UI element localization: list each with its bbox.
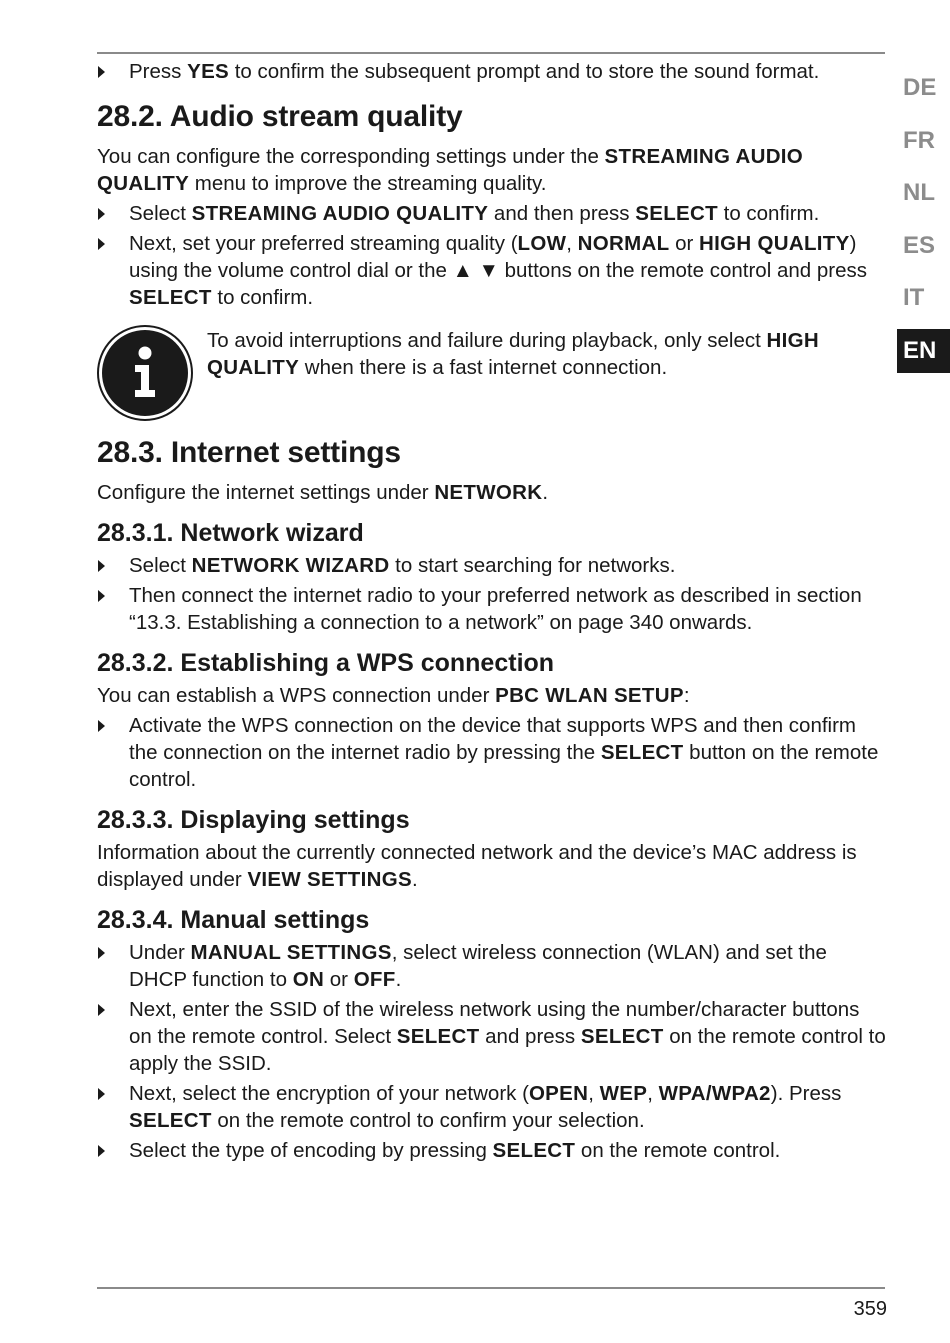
triangle-bullet-icon [98,947,105,959]
page-number: 359 [853,1298,887,1320]
lang-tab-fr[interactable]: FR [903,126,935,154]
triangle-bullet-icon [98,1145,105,1157]
lang-tab-nl[interactable]: NL [903,179,935,206]
step-confirm-yes: Press YES to confirm the subsequent prompt and to store the sound format. [97,58,887,85]
heading-displaying-settings: 28.3.3. Displaying settings [97,806,410,834]
top-rule [97,52,885,54]
step-enter-ssid: Next, enter the SSID of the wireless network using the number/character buttons on the remote control. Select SELECT and press SELECT on the remote control to apply the SSID. [97,996,887,1077]
heading-wps-connection: 28.3.2. Establishing a WPS connection [97,649,555,677]
note-text: To avoid interruptions and failure during playback, only select HIGH QUALITY when there is a fast internet connection. [207,329,819,379]
heading-manual-settings: 28.3.4. Manual settings [97,906,370,934]
para-wps-connection: You can establish a WPS connection under PBC WLAN SETUP: [97,684,690,707]
heading-network-wizard: 28.3.1. Network wizard [97,519,364,547]
triangle-bullet-icon [98,720,105,732]
info-icon [97,325,193,421]
step-manual-settings-dhcp: Under MANUAL SETTINGS, select wireless connection (WLAN) and set the DHCP function to ON or OFF. [97,939,887,993]
step-network-wizard: Select NETWORK WIZARD to start searching for networks. [97,552,887,579]
triangle-bullet-icon [98,238,105,250]
para-displaying-settings: Information about the currently connected network and the device’s MAC address is displayed under VIEW SETTINGS. [97,841,857,891]
triangle-bullet-icon [98,1088,105,1100]
triangle-bullet-icon [98,560,105,572]
step-connect-network: Then connect the internet radio to your preferred network as described in section “13.3. Establishing a connection to a network” on page 340 onwards. [97,582,887,636]
para-audio-stream-quality: You can configure the corresponding settings under the STREAMING AUDIO QUALITY menu to improve the streaming quality. [97,145,804,195]
triangle-bullet-icon [98,1004,105,1016]
triangle-bullet-icon [98,66,105,78]
step-select-streaming-quality: Select STREAMING AUDIO QUALITY and then press SELECT to confirm. [97,200,887,227]
page-content [97,58,887,1167]
bottom-rule [97,1287,885,1289]
step-activate-wps: Activate the WPS connection on the device that supports WPS and then confirm the connection on the internet radio by pressing the SELECT button on the remote control. [97,712,887,793]
triangle-bullet-icon [98,208,105,220]
lang-tab-en[interactable]: EN [897,329,950,373]
lang-tab-it[interactable]: IT [903,284,925,311]
triangle-bullet-icon [98,590,105,602]
heading-internet-settings: 28.3. Internet settings [97,436,401,469]
para-internet-settings: Configure the internet settings under NETWORK. [97,481,549,504]
step-set-quality-level: Next, set your preferred streaming quality (LOW, NORMAL or HIGH QUALITY) using the volume control dial or the ▲ ▼ buttons on the remote control and press SELECT to confirm. [97,230,887,311]
step-select-encoding: Select the type of encoding by pressing SELECT on the remote control. [97,1137,887,1164]
lang-tab-de[interactable]: DE [903,74,937,101]
heading-audio-stream-quality: 28.2. Audio stream quality [97,100,463,133]
language-tabs [897,66,950,381]
step-select-encryption: Next, select the encryption of your network (OPEN, WEP, WPA/WPA2). Press SELECT on the remote control to confirm your selection. [97,1080,887,1134]
lang-tab-es[interactable]: ES [903,231,936,259]
info-note [97,325,887,421]
